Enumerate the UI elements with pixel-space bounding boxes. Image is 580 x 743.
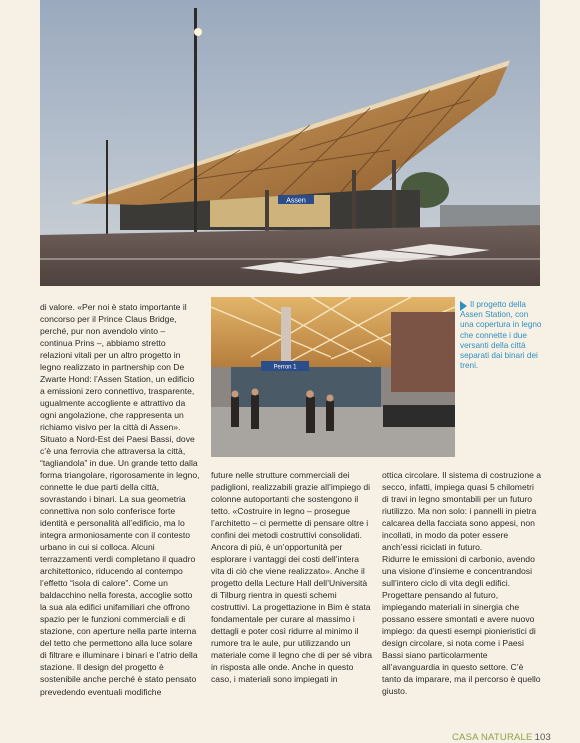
- station-sign-text: Assen: [286, 197, 306, 205]
- body-column-3: [382, 469, 542, 697]
- column-3-paragraph-2: Ridurre le emissioni di carbonio, avendo una visione d’insieme e concentrandosi sull’intero ciclo di vita degli edifici. Progettare pensando al futuro, impiegando materiali in sinergia che possano essere smontati e avere nuovo impiego: da questi esempi pionieristici di design circolare, si nota come i Paesi Bassi siano particolarmente all’avanguardia in questo settore. C’è tanto da imparare, ma il percorso è quello giusto.: [382, 554, 541, 697]
- photo-caption: [460, 300, 542, 371]
- station-exterior-illustration: [40, 0, 540, 286]
- magazine-name: CASA NATURALE: [452, 732, 533, 743]
- caption-text: Il progetto della Assen Station, con una copertura in legno che connette i due versanti della città separati dai binari dei treni.: [460, 300, 542, 371]
- body-column-2: [211, 469, 374, 685]
- page-footer: [452, 732, 551, 743]
- page-number: 103: [534, 732, 552, 743]
- body-column-1: [40, 301, 200, 698]
- station-interior-illustration: [211, 297, 455, 457]
- hero-photo-assen-station: [40, 0, 540, 286]
- caption-arrow-icon: [460, 301, 467, 311]
- column-1-text: di valore. «Per noi è stato importante il concorso per il Prince Claus Bridge, perché, pur non avendolo vinto – continua Prins –, abbiamo stretto relazioni vitali per un altro progetto in legno realizzato in partnership con De Zwarte Hond: l’Assen Station, un edificio a emissioni zero connettivo, trasparente, ugualmente accogliente e attrattivo da ogni angolazione, che rappresenta un richiamo visivo per la città di Assen». Situato a Nord-Est dei Paesi Bassi, dove c’è una ferrovia che attraversa la città, “tagliandola” in due. Un grande tetto dalla forma triangolare, rigorosamente in legno, connette le due parti della città, sovrastando i binari. La sua geometria connettiva non solo conferisce forte identità e personalità all’edificio, ma lo integra armoniosamente con il contesto urbano in cui si colloca. Alcuni terrazzamenti verdi completano il quadro architettonico, riducendo al contempo l’effetto “isola di calore”. Come un baldacchino nella foresta, accoglie sotto la sua ala edifici unifamiliari che offrono spazio per le funzioni commerciali e di stazione, con aperture nella parte interna del tetto che permettono alla luce solare di filtrare e illuminare i binari e l’atrio della stazione. Il design del progetto è sostenibile anche perché è stato pensato prevedendo eventuali modifiche: [40, 302, 200, 697]
- column-3-paragraph-1: ottica circolare. Il sistema di costruzione a secco, infatti, impiega quasi 5 chilometri di travi in legno smontabili per un futuro riutilizzo. Ma non solo: i pannelli in pietra calcarea della facciata sono appesi, non incollati, in modo da poter essere anch’essi riciclati in futuro.: [382, 470, 542, 553]
- column-2-text: future nelle strutture commerciali dei padiglioni, realizzabili grazie all’impiego di colonne autoportanti che sostengono il tetto. «Costruire in legno – prosegue l’architetto – ci permette di pensare oltre i confini dei metodi costruttivi consolidati. Ancora di più, è un’opportunità per esplorare i vantaggi dei costi dell’intera vita di ciò che viene realizzato». Anche il progetto della Lecture Hall dell’Università di Tilburg rientra in questi schemi costruttivi. La progettazione in Bim è stata fondamentale per curare al massimo i dettagli e poter così ridurre al minimo il rumore tra le aule, pur utilizzando un materiale come il legno che di per sé vibra in risposta alle onde. Anche in questo caso, i materiali sono impiegati in: [211, 470, 372, 685]
- interior-photo: [211, 297, 455, 457]
- platform-sign-text: Perron 1: [273, 364, 297, 371]
